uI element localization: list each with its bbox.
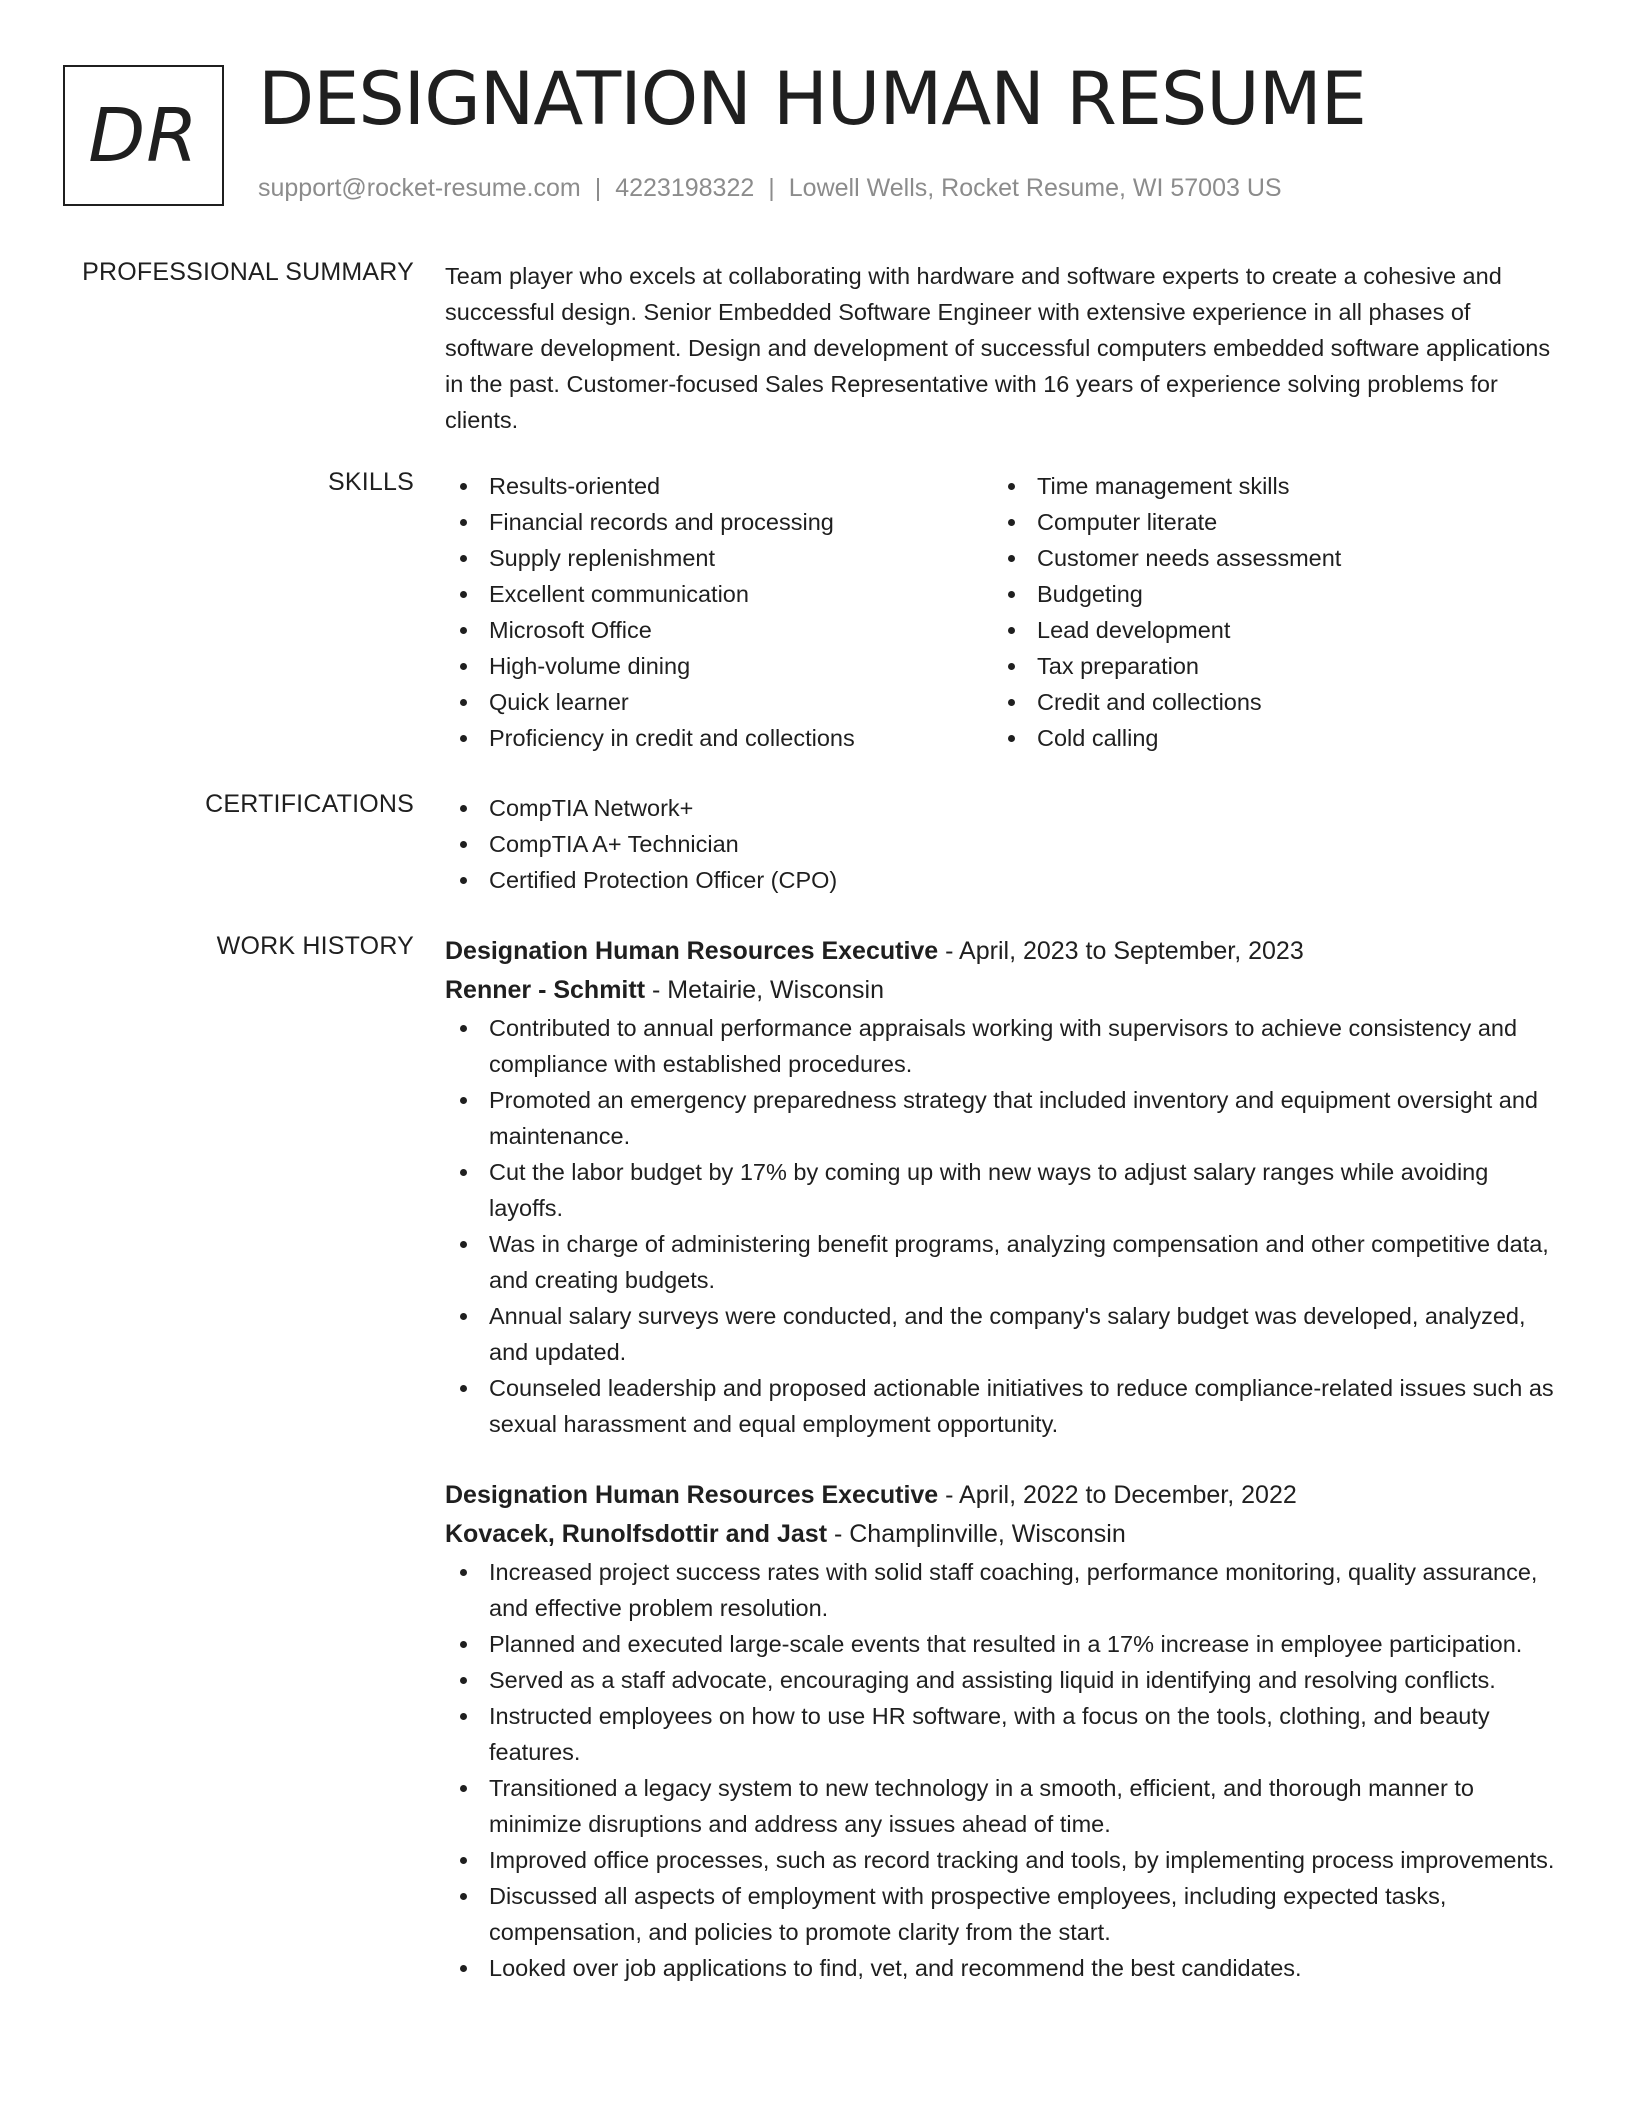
bullet-icon [460, 483, 467, 490]
bullet-icon [460, 877, 467, 884]
job-bullet: Increased project success rates with solid staff coaching, performance monitoring, quality assurance, and effective problem resolution. [445, 1554, 1560, 1626]
section-label-work-history: WORK HISTORY [216, 932, 414, 960]
bullet-icon [460, 1785, 467, 1792]
skill-item: Time management skills [993, 468, 1541, 504]
bullet-icon [460, 1677, 467, 1684]
job-bullet: Planned and executed large-scale events that resulted in a 17% increase in employee participation. [445, 1626, 1560, 1662]
bullet-icon [1008, 735, 1015, 742]
skill-item: Results-oriented [445, 468, 993, 504]
bullet-icon [460, 1169, 467, 1176]
bullet-icon [460, 663, 467, 670]
contact-separator: | [768, 174, 775, 202]
job-title-line [445, 932, 1560, 971]
bullet-icon [460, 591, 467, 598]
skill-item: Excellent communication [445, 576, 993, 612]
job-company: Renner - Schmitt [445, 976, 646, 1004]
job-company-line [445, 971, 1560, 1010]
skill-item: Budgeting [993, 576, 1541, 612]
contact-line [258, 174, 1282, 203]
skill-item: High-volume dining [445, 648, 993, 684]
skill-item: Tax preparation [993, 648, 1541, 684]
job-dates: - April, 2022 to December, 2022 [938, 1481, 1297, 1509]
job-company: Kovacek, Runolfsdottir and Jast [445, 1520, 828, 1548]
bullet-icon [1008, 627, 1015, 634]
bullet-icon [460, 555, 467, 562]
bullet-icon [460, 1097, 467, 1104]
bullet-icon [460, 519, 467, 526]
job-bullet: Cut the labor budget by 17% by coming up with new ways to adjust salary ranges while avoiding layoffs. [445, 1154, 1560, 1226]
certification-item: CompTIA Network+ [445, 790, 1560, 826]
job-bullet-list [445, 1554, 1560, 1986]
skills-list-left [445, 468, 993, 756]
job-title: Designation Human Resources Executive [445, 1481, 939, 1509]
skills-body [445, 468, 1560, 756]
summary-body [445, 258, 1560, 438]
section-label-skills: SKILLS [328, 468, 414, 496]
job-bullet: Looked over job applications to find, vet, and recommend the best candidates. [445, 1950, 1560, 1986]
job-bullet: Discussed all aspects of employment with prospective employees, including expected tasks, compensation, and policies to promote clarity from the start. [445, 1878, 1560, 1950]
skill-item: Financial records and processing [445, 504, 993, 540]
skill-item: Computer literate [993, 504, 1541, 540]
bullet-icon [460, 735, 467, 742]
job-dates: - April, 2023 to September, 2023 [938, 937, 1304, 965]
job-bullet: Was in charge of administering benefit programs, analyzing compensation and other competitive data, and creating budgets. [445, 1226, 1560, 1298]
bullet-icon [460, 699, 467, 706]
skill-item: Cold calling [993, 720, 1541, 756]
job-bullet: Contributed to annual performance appraisals working with supervisors to achieve consistency and compliance with established procedures. [445, 1010, 1560, 1082]
work-history-body [445, 932, 1560, 1986]
job-bullet: Counseled leadership and proposed actionable initiatives to reduce compliance-related issues such as sexual harassment and equal employment opportunity. [445, 1370, 1560, 1442]
bullet-icon [460, 1241, 467, 1248]
contact-separator: | [594, 174, 602, 202]
bullet-icon [460, 1641, 467, 1648]
job-bullet: Served as a staff advocate, encouraging and assisting liquid in identifying and resolving conflicts. [445, 1662, 1560, 1698]
bullet-icon [460, 1569, 467, 1576]
job-bullet: Promoted an emergency preparedness strategy that included inventory and equipment oversight and maintenance. [445, 1082, 1560, 1154]
job-location: - Champlinville, Wisconsin [827, 1520, 1126, 1548]
bullet-icon [1008, 555, 1015, 562]
job-entry [445, 1476, 1560, 1986]
resume-name: DESIGNATION HUMAN RESUME [258, 57, 1366, 142]
job-bullet-list [445, 1010, 1560, 1442]
certification-item: CompTIA A+ Technician [445, 826, 1560, 862]
contact-phone[interactable]: 4223198322 [615, 174, 755, 202]
job-bullet: Instructed employees on how to use HR software, with a focus on the tools, clothing, and beauty features. [445, 1698, 1560, 1770]
section-label-summary: PROFESSIONAL SUMMARY [82, 258, 414, 286]
certifications-body [445, 790, 1560, 898]
certification-item: Certified Protection Officer (CPO) [445, 862, 1560, 898]
job-location: - Metairie, Wisconsin [645, 976, 884, 1004]
bullet-icon [460, 1893, 467, 1900]
skill-item: Proficiency in credit and collections [445, 720, 993, 756]
monogram-logo: DR [63, 65, 224, 206]
bullet-icon [460, 1025, 467, 1032]
skill-item: Microsoft Office [445, 612, 993, 648]
bullet-icon [1008, 483, 1015, 490]
skills-list-right [993, 468, 1541, 756]
bullet-icon [460, 1713, 467, 1720]
skill-item: Lead development [993, 612, 1541, 648]
bullet-icon [460, 1313, 467, 1320]
bullet-icon [1008, 591, 1015, 598]
job-bullet: Transitioned a legacy system to new technology in a smooth, efficient, and thorough manner to minimize disruptions and address any issues ahead of time. [445, 1770, 1560, 1842]
job-title: Designation Human Resources Executive [445, 937, 939, 965]
job-company-line [445, 1515, 1560, 1554]
bullet-icon [1008, 663, 1015, 670]
contact-address: Lowell Wells, Rocket Resume, WI 57003 US [788, 174, 1282, 202]
skill-item: Customer needs assessment [993, 540, 1541, 576]
summary-text: Team player who excels at collaborating with hardware and software experts to create a cohesive and successful design. Senior Embedded Software Engineer with extensive experience in all phases of software development. Design and development of successful computers embedded software applications in the past. Customer-focused Sales Representative with 16 years of experience solving problems for clients. [445, 263, 1551, 433]
bullet-icon [1008, 699, 1015, 706]
certifications-list [445, 790, 1560, 898]
job-bullet: Improved office processes, such as record tracking and tools, by implementing process improvements. [445, 1842, 1560, 1878]
bullet-icon [460, 841, 467, 848]
contact-email[interactable]: support@rocket-resume.com [258, 174, 581, 202]
skill-item: Supply replenishment [445, 540, 993, 576]
section-label-certifications: CERTIFICATIONS [205, 790, 414, 818]
bullet-icon [1008, 519, 1015, 526]
bullet-icon [460, 1385, 467, 1392]
skill-item: Credit and collections [993, 684, 1541, 720]
bullet-icon [460, 1965, 467, 1972]
job-entry [445, 932, 1560, 1442]
bullet-icon [460, 1857, 467, 1864]
bullet-icon [460, 805, 467, 812]
job-bullet: Annual salary surveys were conducted, and the company's salary budget was developed, analyzed, and updated. [445, 1298, 1560, 1370]
job-title-line [445, 1476, 1560, 1515]
skill-item: Quick learner [445, 684, 993, 720]
bullet-icon [460, 627, 467, 634]
